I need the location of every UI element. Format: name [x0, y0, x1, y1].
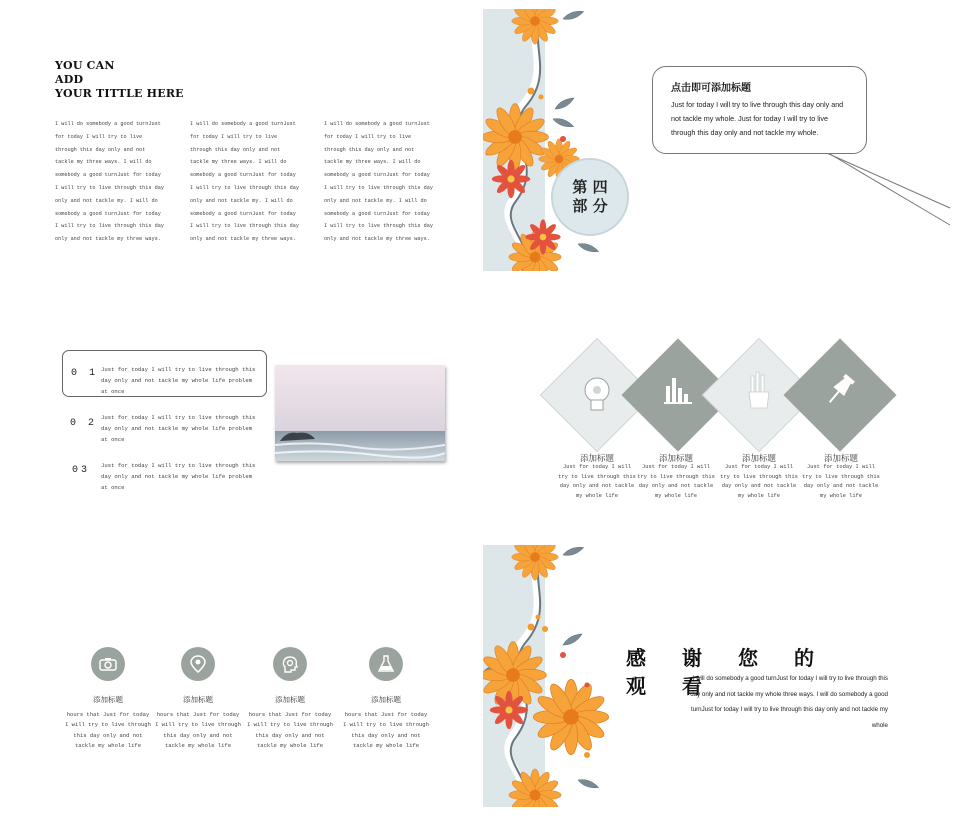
text-column: I will do somebody a good turnJust for today I will try to live through this day only and not tackle my three ways. I will do somebody a good turnJust for today I will try to live through this day only and not tackle my. I will do somebody a good turnJust for today I will try to live through this day only and not tackle my three ways.: [55, 121, 164, 243]
text-column: I will do somebody a good turnJust for today I will try to live through this day only and not tackle my three ways. I will do somebody a good turnJust for today I will try to live through this day only and not tackle my. I will do somebody a good turnJust for today I will try to live through this day only and not tackle my three ways.: [324, 121, 433, 243]
item-title: 添加标题: [183, 695, 213, 704]
section-badge: [551, 158, 629, 236]
item-number: 03: [72, 465, 91, 476]
item-title: 添加标题: [658, 454, 693, 464]
thanks-subtitle: I will do somebody a good turnJust for today I will try to live through this day only and not tackle my whole three ways. I will do somebody a good turnJust for today I will try to live through this day only and not tackle my whole: [690, 675, 888, 729]
item-text: hours that Just for today I will try to live through this day only and not tackle my whole life: [155, 711, 241, 750]
item-text: Just for today I will try to live through this day only and not tackle my whole life problem at once: [101, 462, 256, 491]
item-text: Just for today I will try to live through this day only and not tackle my whole life: [802, 464, 880, 499]
title-line: YOU CAN: [55, 59, 115, 72]
item-title: 添加标题: [93, 695, 123, 704]
item-title: 添加标题: [275, 695, 305, 704]
section-line: 第 四: [572, 178, 608, 196]
flower-decoration: [483, 545, 613, 807]
item-text: Just for today I will try to live through this day only and not tackle my whole life: [637, 464, 715, 499]
item-title: 添加标题: [741, 454, 776, 464]
slide-title: [55, 59, 195, 101]
diamond-row: [530, 330, 910, 460]
item-text: Just for today I will try to live through this day only and not tackle my whole life problem at once: [101, 414, 256, 443]
section-line: 部 分: [572, 197, 608, 215]
item-number: 0 2: [70, 418, 98, 429]
title-line: ADD: [55, 73, 84, 86]
flask-icon: [369, 647, 403, 681]
item-text: hours that Just for today I will try to live through this day only and not tackle my whole life: [343, 711, 429, 750]
title-line: YOUR TITTLE HERE: [55, 87, 184, 100]
bubble-title: 点击即可添加标题: [671, 83, 751, 94]
camera-icon: [91, 647, 125, 681]
item-title: 添加标题: [823, 454, 858, 464]
bubble-body: Just for today I will try to live through this day only and not tackle my whole. Just for today I will try to live through this day only and not tackle my whole.: [671, 100, 844, 137]
head-gear-icon: [273, 647, 307, 681]
item-text: hours that Just for today I will try to live through this day only and not tackle my whole life: [247, 711, 333, 750]
item-number: 0 1: [71, 368, 99, 379]
location-gear-icon: [181, 647, 215, 681]
item-text: Just for today I will try to live through this day only and not tackle my whole life: [558, 464, 636, 499]
item-title: 添加标题: [579, 454, 614, 464]
sea-photo: [275, 365, 445, 461]
item-text: Just for today I will try to live through this day only and not tackle my whole life: [720, 464, 798, 499]
speech-bubble: [652, 66, 867, 154]
item-title: 添加标题: [371, 695, 401, 704]
thanks-title: 感谢您的观看: [626, 646, 850, 698]
item-text: hours that Just for today I will try to live through this day only and not tackle my whole life: [65, 711, 151, 750]
item-text: Just for today I will try to live through this day only and not tackle my whole life problem at once: [101, 366, 256, 395]
text-column: I will do somebody a good turnJust for today I will try to live through this day only and not tackle my three ways. I will do somebody a good turnJust for today I will try to live through this day only and not tackle my. I will do somebody a good turnJust for today I will try to live through this day only and not tackle my three ways.: [190, 121, 299, 243]
